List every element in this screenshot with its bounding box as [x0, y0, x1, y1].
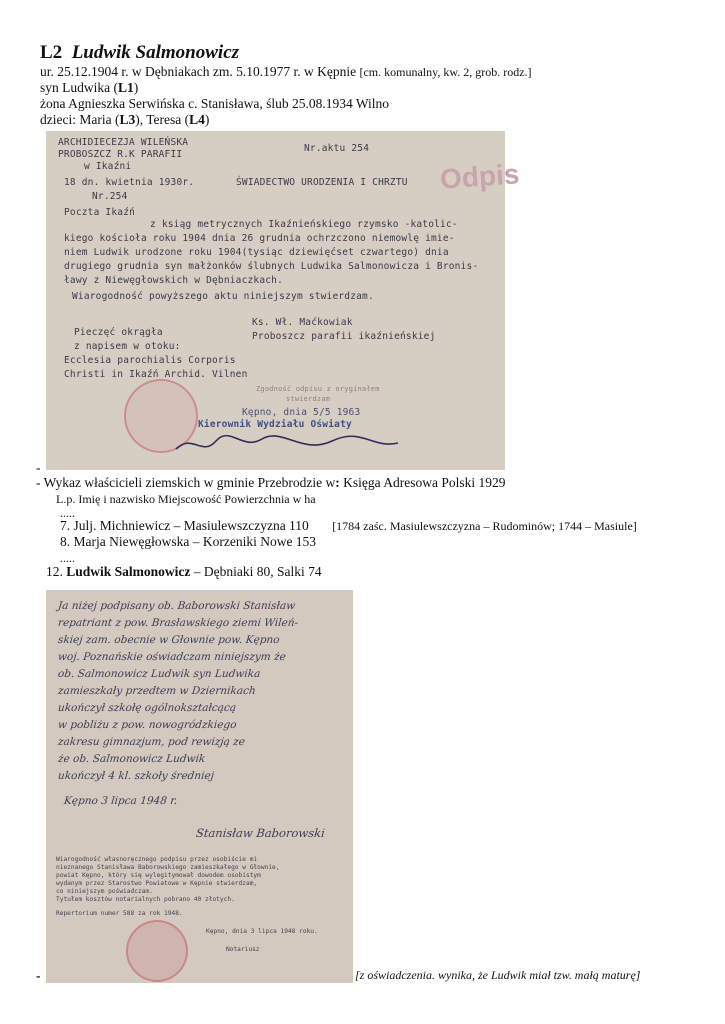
cert-line: kiego kościoła roku 1904 dnia 26 grudnia ochrzczono niemowlę imie-	[64, 233, 455, 244]
list-item: 8. Marja Niewęgłowska – Korzeniki Nowe 153	[60, 534, 317, 549]
person-name: Ludwik Salmonowicz	[71, 42, 240, 63]
list-title-colon: :	[335, 475, 340, 490]
cert-line: drugiego grudnia syn małżonków ślubnych Ludwika Salmonowicza i Bronis-	[64, 261, 479, 272]
list-item-note: [1784 zaśc. Masiulewszczyzna – Rudominów; 1744 – Masiule]	[332, 519, 637, 533]
statement-scan	[46, 590, 353, 983]
cert-line: Wiarogodność powyższego aktu niniejszym stwierdzam.	[72, 291, 374, 302]
handwritten-line: ukończył 4 kl. szkoły średniej	[57, 770, 215, 782]
cert-line: w Ikaźni	[84, 161, 132, 172]
cert-line: Proboszcz parafii ikaźnieńskiej	[252, 331, 436, 342]
person-heading	[40, 42, 239, 64]
list-ellipsis: .....	[60, 506, 75, 520]
typed-line: Repertorium numer 588 za rok 1948.	[56, 910, 183, 917]
cert-line: Christi in Ikaźń Archid. Vilnen	[64, 369, 248, 380]
birth-certificate-scan	[46, 131, 521, 470]
notary-seal	[126, 920, 188, 982]
typed-line: powiat Kępno, który się wylegitymował dowodem osobistym	[56, 872, 261, 879]
children-mid: ), Teresa (	[135, 112, 190, 127]
wife-line: żona Agnieszka Serwińska c. Stanisława, ślub 25.08.1934 Wilno	[40, 96, 390, 111]
cert-line: niem Ludwik urodzone roku 1904(tysiąc dziewięćset czwartego) dnia	[64, 247, 449, 258]
typed-line: Kępno, dnia 3 lipca 1948 roku.	[206, 928, 318, 935]
handwritten-line: w pobliżu z pow. nowogródzkiego	[57, 719, 238, 731]
odpis-stamp: Odpis	[438, 158, 521, 195]
children-line	[40, 112, 209, 128]
statement-caption: [z oświadczenia. wynika, że Ludwik miał tzw. małą maturę]	[355, 968, 641, 982]
handwritten-line: ukończył szkołę ogólnokształcącą	[57, 702, 237, 714]
cert-line: Kępno, dnia 5/5 1963	[242, 407, 361, 418]
cert-line: ławy z Niewęgłowskich w Dębniaczkach.	[64, 275, 284, 286]
children-suffix: )	[204, 112, 210, 127]
cert-line: ARCHIDIECEZJA WILEŃSKA	[58, 137, 189, 148]
list-title	[36, 475, 505, 491]
handwritten-line: skiej zam. obecnie w Głownie pow. Kępno	[57, 634, 281, 646]
handwritten-line: repatriant z pow. Brasławskiego ziemi Wileń-	[57, 617, 299, 629]
typed-line: wydanym przez Starostwo Powiatowe w Kępnie stwierdzam,	[56, 880, 258, 887]
cert-line: Poczta Ikaźń	[64, 207, 136, 218]
cert-line: PROBOSZCZ R.K PARAFII	[58, 149, 183, 160]
cert-line: Nr.254	[92, 191, 128, 202]
list-item-text: 7. Julj. Michniewicz – Masiulewszczyzna 110	[60, 518, 309, 533]
list-item-name: Ludwik Salmonowicz	[66, 564, 191, 579]
birth-death-text: ur. 25.12.1904 r. w Dębniakach zm. 5.10.1977 r. w Kępnie	[40, 64, 357, 79]
list-ellipsis: .....	[60, 551, 75, 565]
cert-line: 18 dn. kwietnia 1930r.	[64, 177, 195, 188]
list-title-suffix: Księga Adresowa Polski 1929	[339, 475, 506, 490]
list-item	[60, 518, 637, 534]
handwritten-line: że ob. Salmonowicz Ludwik	[57, 753, 206, 765]
birth-death-line	[40, 64, 532, 80]
parent-suffix: )	[133, 80, 139, 95]
cert-line: Nr.aktu 254	[304, 143, 370, 154]
handwritten-line: zakresu gimnazjum, pod rewizją ze	[57, 736, 246, 748]
cert-line: stwierdzam	[286, 395, 331, 403]
typed-line: Wiarogodność własnoręcznego podpisu przez osobiście mi	[56, 856, 258, 863]
typed-line: co niniejszym poświadczam.	[56, 888, 153, 895]
person-code: L2	[40, 42, 63, 63]
parent-prefix: syn Ludwika (	[40, 80, 118, 95]
dash-separator: -	[36, 968, 41, 983]
cert-line: z napisem w otoku:	[74, 341, 181, 352]
parent-line	[40, 80, 138, 96]
list-item-highlight	[46, 564, 322, 580]
list-item-num: 12.	[46, 564, 67, 579]
typed-line: Notariusz	[226, 946, 260, 953]
handwritten-line: Ja niżej podpisany ob. Baborowski Stanisław	[57, 600, 296, 612]
handwritten-line: zamieszkały przedtem w Dziernikach	[57, 685, 257, 697]
cert-line: z ksiąg metrycznych Ikaźnieńskiego rzymsko -katolic-	[150, 219, 458, 230]
cert-line: Ecclesia parochialis Corporis	[64, 355, 236, 366]
handwritten-line: woj. Poznańskie oświadczam niniejszym że	[57, 651, 287, 663]
cert-line: Pieczęć okrągła	[74, 327, 163, 338]
handwritten-line: ob. Salmonowicz Ludwik syn Ludwika	[57, 668, 261, 680]
handwritten-signature: Stanisław Baborowski	[195, 826, 326, 840]
cert-line: Ks. Wł. Maćkowiak	[252, 317, 353, 328]
list-title-prefix: - Wykaz właścicieli ziemskich w gminie Przebrodzie w	[36, 475, 336, 490]
cert-line: Zgodność odpisu z oryginałem	[256, 385, 380, 393]
cert-line: Kierownik Wydziału Oświaty	[198, 419, 352, 430]
typed-line: nieznanego Stanisława Baborowskiego zamieszkałego w Głownie,	[56, 864, 280, 871]
grave-note: [cm. komunalny, kw. 2, grob. rodz.]	[359, 65, 532, 79]
children-prefix: dzieci: Maria (	[40, 112, 120, 127]
dash-separator: -	[36, 460, 41, 475]
child-ref-1: L3	[119, 112, 136, 127]
parent-ref: L1	[118, 80, 134, 95]
signature-image	[172, 429, 402, 459]
list-item-rest: – Dębniaki 80, Salki 74	[190, 564, 322, 579]
typed-line: Tytułem kosztów notarialnych pobrano 40 złotych.	[56, 896, 235, 903]
child-ref-2: L4	[189, 112, 205, 127]
handwritten-date: Kępno 3 lipca 1948 r.	[63, 795, 179, 807]
list-columns: L.p. Imię i nazwisko Miejscowość Powierzchnia w ha	[56, 492, 316, 506]
cert-line: ŚWIADECTWO URODZENIA I CHRZTU	[236, 177, 408, 188]
